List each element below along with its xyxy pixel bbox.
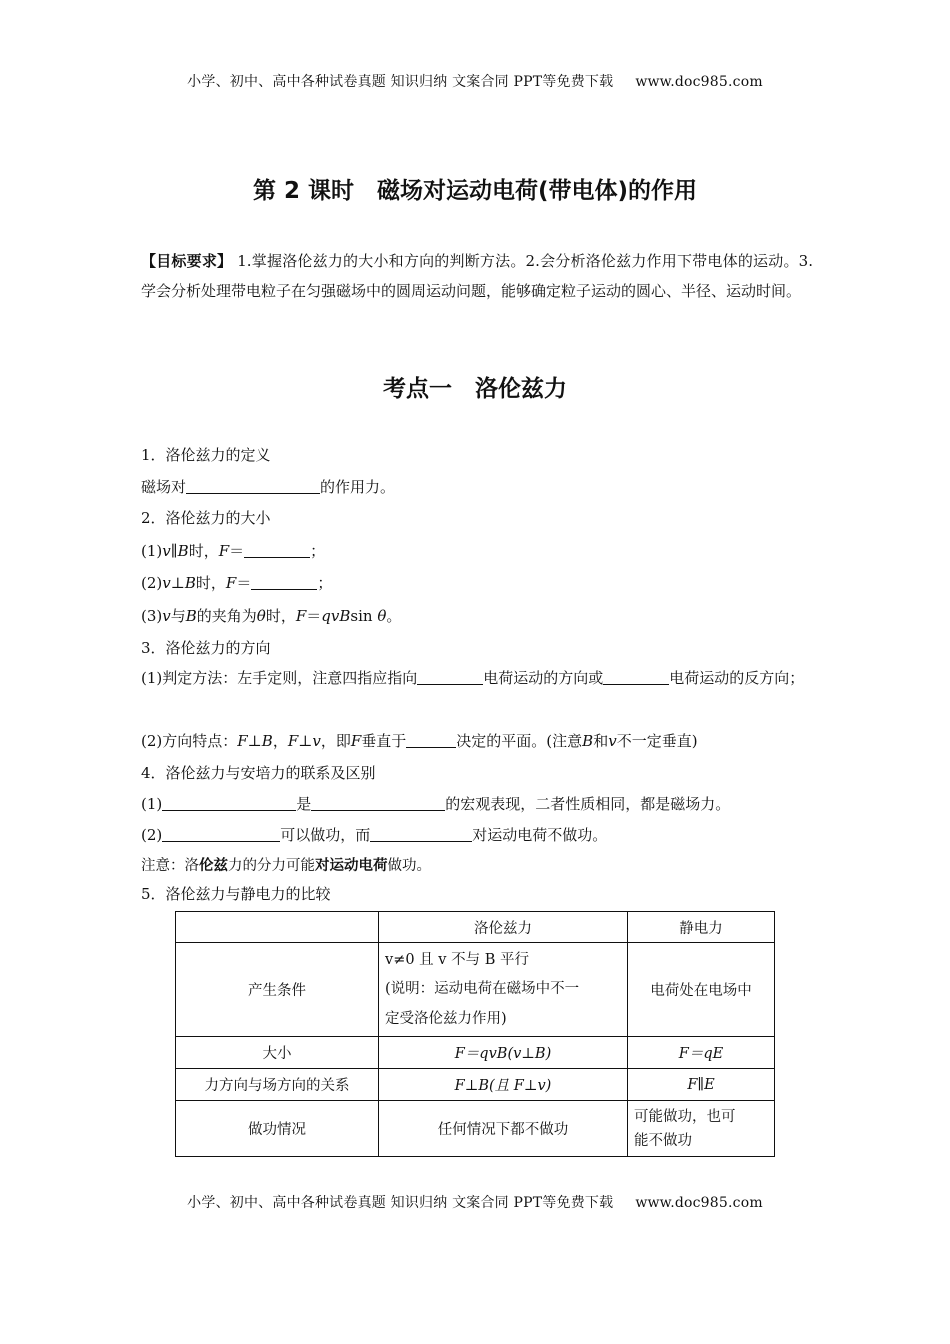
goal-text: 1.掌握洛伦兹力的大小和方向的判断方法。2.会分析洛伦兹力作用下带电体的运动。3.学会分析处理带电粒子在匀强磁场中的圆周运动问题，能够确定粒子运动的圆心、半径、运动时间。 [141,252,813,300]
text: (1) [141,795,163,813]
heading-definition: 1．洛伦兹力的定义 [141,446,271,464]
text: (2) [141,826,163,844]
text: 。 [386,607,402,625]
table-header-cell: 静电力 [628,912,775,943]
footer-text: 小学、初中、高中各种试卷真题 知识归纳 文案合同 PPT等免费下载 [187,1195,614,1211]
table-header-cell: 洛伦兹力 [379,912,628,943]
row-label: 产生条件 [176,943,379,1037]
text: 可以做功，而 [280,826,371,844]
var: F [295,607,307,625]
text: 电荷运动的方向或 [483,669,604,687]
text: 不一定垂直) [616,732,698,750]
table-header-row [176,912,775,943]
text: 和 [593,732,609,750]
fill-blank[interactable] [311,794,445,811]
var: v [608,732,617,750]
magnitude-line-2 [141,572,332,593]
definition-line [141,476,395,497]
table-row [176,943,775,1037]
relation-line-1 [141,793,730,814]
cell-lorentz [379,943,628,1037]
header-text: 小学、初中、高中各种试卷真题 知识归纳 文案合同 PPT等免费下载 [187,74,614,90]
text: 垂直于 [361,732,407,750]
text: 决定的平面。(注意 [456,732,583,750]
text: 时， [195,574,226,592]
text: (2)方向特点： [141,732,238,750]
fill-blank[interactable] [370,825,472,842]
fill-blank[interactable] [162,825,280,842]
heading-magnitude: 2．洛伦兹力的大小 [141,509,271,527]
note-line [141,854,431,875]
comparison-table [175,911,775,1157]
text: (3) [141,607,163,625]
goal-paragraph [141,246,813,306]
text: sin [350,607,378,625]
text: ⊥ [298,732,313,750]
table-header-cell [176,912,379,943]
fill-blank[interactable] [162,794,296,811]
var: B [582,732,594,750]
page-title: 第 2 课时 磁场对运动电荷(带电体)的作用 [252,178,698,204]
page-header [0,71,950,91]
text: ； [317,574,333,592]
page-footer [0,1192,950,1212]
var: B [177,542,189,560]
text: 时， [188,542,219,560]
fill-blank[interactable] [417,668,483,685]
text: ， [272,732,288,750]
var: θ [256,607,266,625]
text: (1) [141,542,163,560]
row-label: 大小 [176,1037,379,1069]
text: 磁场对 [141,478,187,496]
note-label: 注意 [141,858,170,874]
relation-line-2 [141,824,607,845]
cell-electric: 电荷处在电场中 [628,943,775,1037]
text: ＝ [306,607,322,625]
text: ； [310,542,326,560]
text: 的作用力。 [320,478,396,496]
cell-line: 能不做功 [634,1132,692,1149]
text: 时， [265,607,296,625]
var: B [184,574,196,592]
var: v [312,732,321,750]
fill-blank[interactable] [251,573,317,590]
text: (2) [141,574,163,592]
cell-lorentz: 任何情况下都不做功 [379,1101,628,1157]
fill-blank[interactable] [406,731,456,748]
fill-blank[interactable] [186,477,320,494]
header-url[interactable]: www.doc985.com [635,74,763,90]
cell-lorentz: F＝qvB(v⊥B) [379,1037,628,1069]
goal-tag: 【目标要求】 [141,252,233,270]
heading-comparison: 5．洛伦兹力与静电力的比较 [141,885,331,903]
section-heading: 考点一 洛伦兹力 [383,376,567,402]
direction-line-1 [141,664,813,692]
text: ＝ [236,574,252,592]
magnitude-line-1 [141,540,325,561]
text: 对运动电荷 [315,858,388,874]
row-label: 做功情况 [176,1101,379,1157]
var: F [225,574,237,592]
var: B [261,732,273,750]
text: ⊥ [170,574,185,592]
var: v [162,574,171,592]
text: 是 [296,795,312,813]
text: 对运动电荷不做功。 [472,826,608,844]
var: F [218,542,230,560]
text: ，即 [320,732,351,750]
heading-relation: 4．洛伦兹力与安培力的联系及区别 [141,764,376,782]
table-row [176,1037,775,1069]
text: ＝ [229,542,245,560]
cell-line: (说明：运动电荷在磁场中不一 [385,980,580,997]
text: 力的分力可能 [228,858,315,874]
text: 伦兹 [199,858,228,874]
var: v [162,542,171,560]
var: B [185,607,197,625]
heading-direction: 3．洛伦兹力的方向 [141,639,271,657]
text: 的宏观表现，二者性质相同，都是磁场力。 [445,795,731,813]
footer-url[interactable]: www.doc985.com [635,1195,763,1211]
table-row [176,1101,775,1157]
fill-blank[interactable] [244,541,310,558]
var: θ [377,607,387,625]
text: 做功。 [387,858,431,874]
cell-line: 可能做功，也可 [634,1108,736,1125]
var: v [162,607,171,625]
magnitude-line-3 [141,605,401,626]
text: 与 [170,607,186,625]
cell-electric: F∥E [628,1069,775,1101]
var: F [237,732,248,750]
var: F [287,732,299,750]
text: (1)判定方法：左手定则，注意四指应指向 [141,669,418,687]
row-label: 力方向与场方向的关系 [176,1069,379,1101]
table-row [176,1069,775,1101]
fill-blank[interactable] [603,668,669,685]
cell-line: 定受洛伦兹力作用) [385,1010,507,1027]
text: ⊥ [247,732,262,750]
cell-line: v≠0 且 v 不与 B 平行 [385,951,529,968]
var: F [350,732,362,750]
text: 电荷运动的反方向； [669,669,805,687]
var: qvB [321,607,351,625]
cell-lorentz: F⊥B(且 F⊥v) [379,1069,628,1101]
cell-electric [628,1101,775,1157]
text: ∥ [170,542,178,560]
text: ：洛 [170,858,199,874]
cell-electric: F＝qE [628,1037,775,1069]
text: 的夹角为 [196,607,257,625]
direction-line-2 [141,730,698,751]
